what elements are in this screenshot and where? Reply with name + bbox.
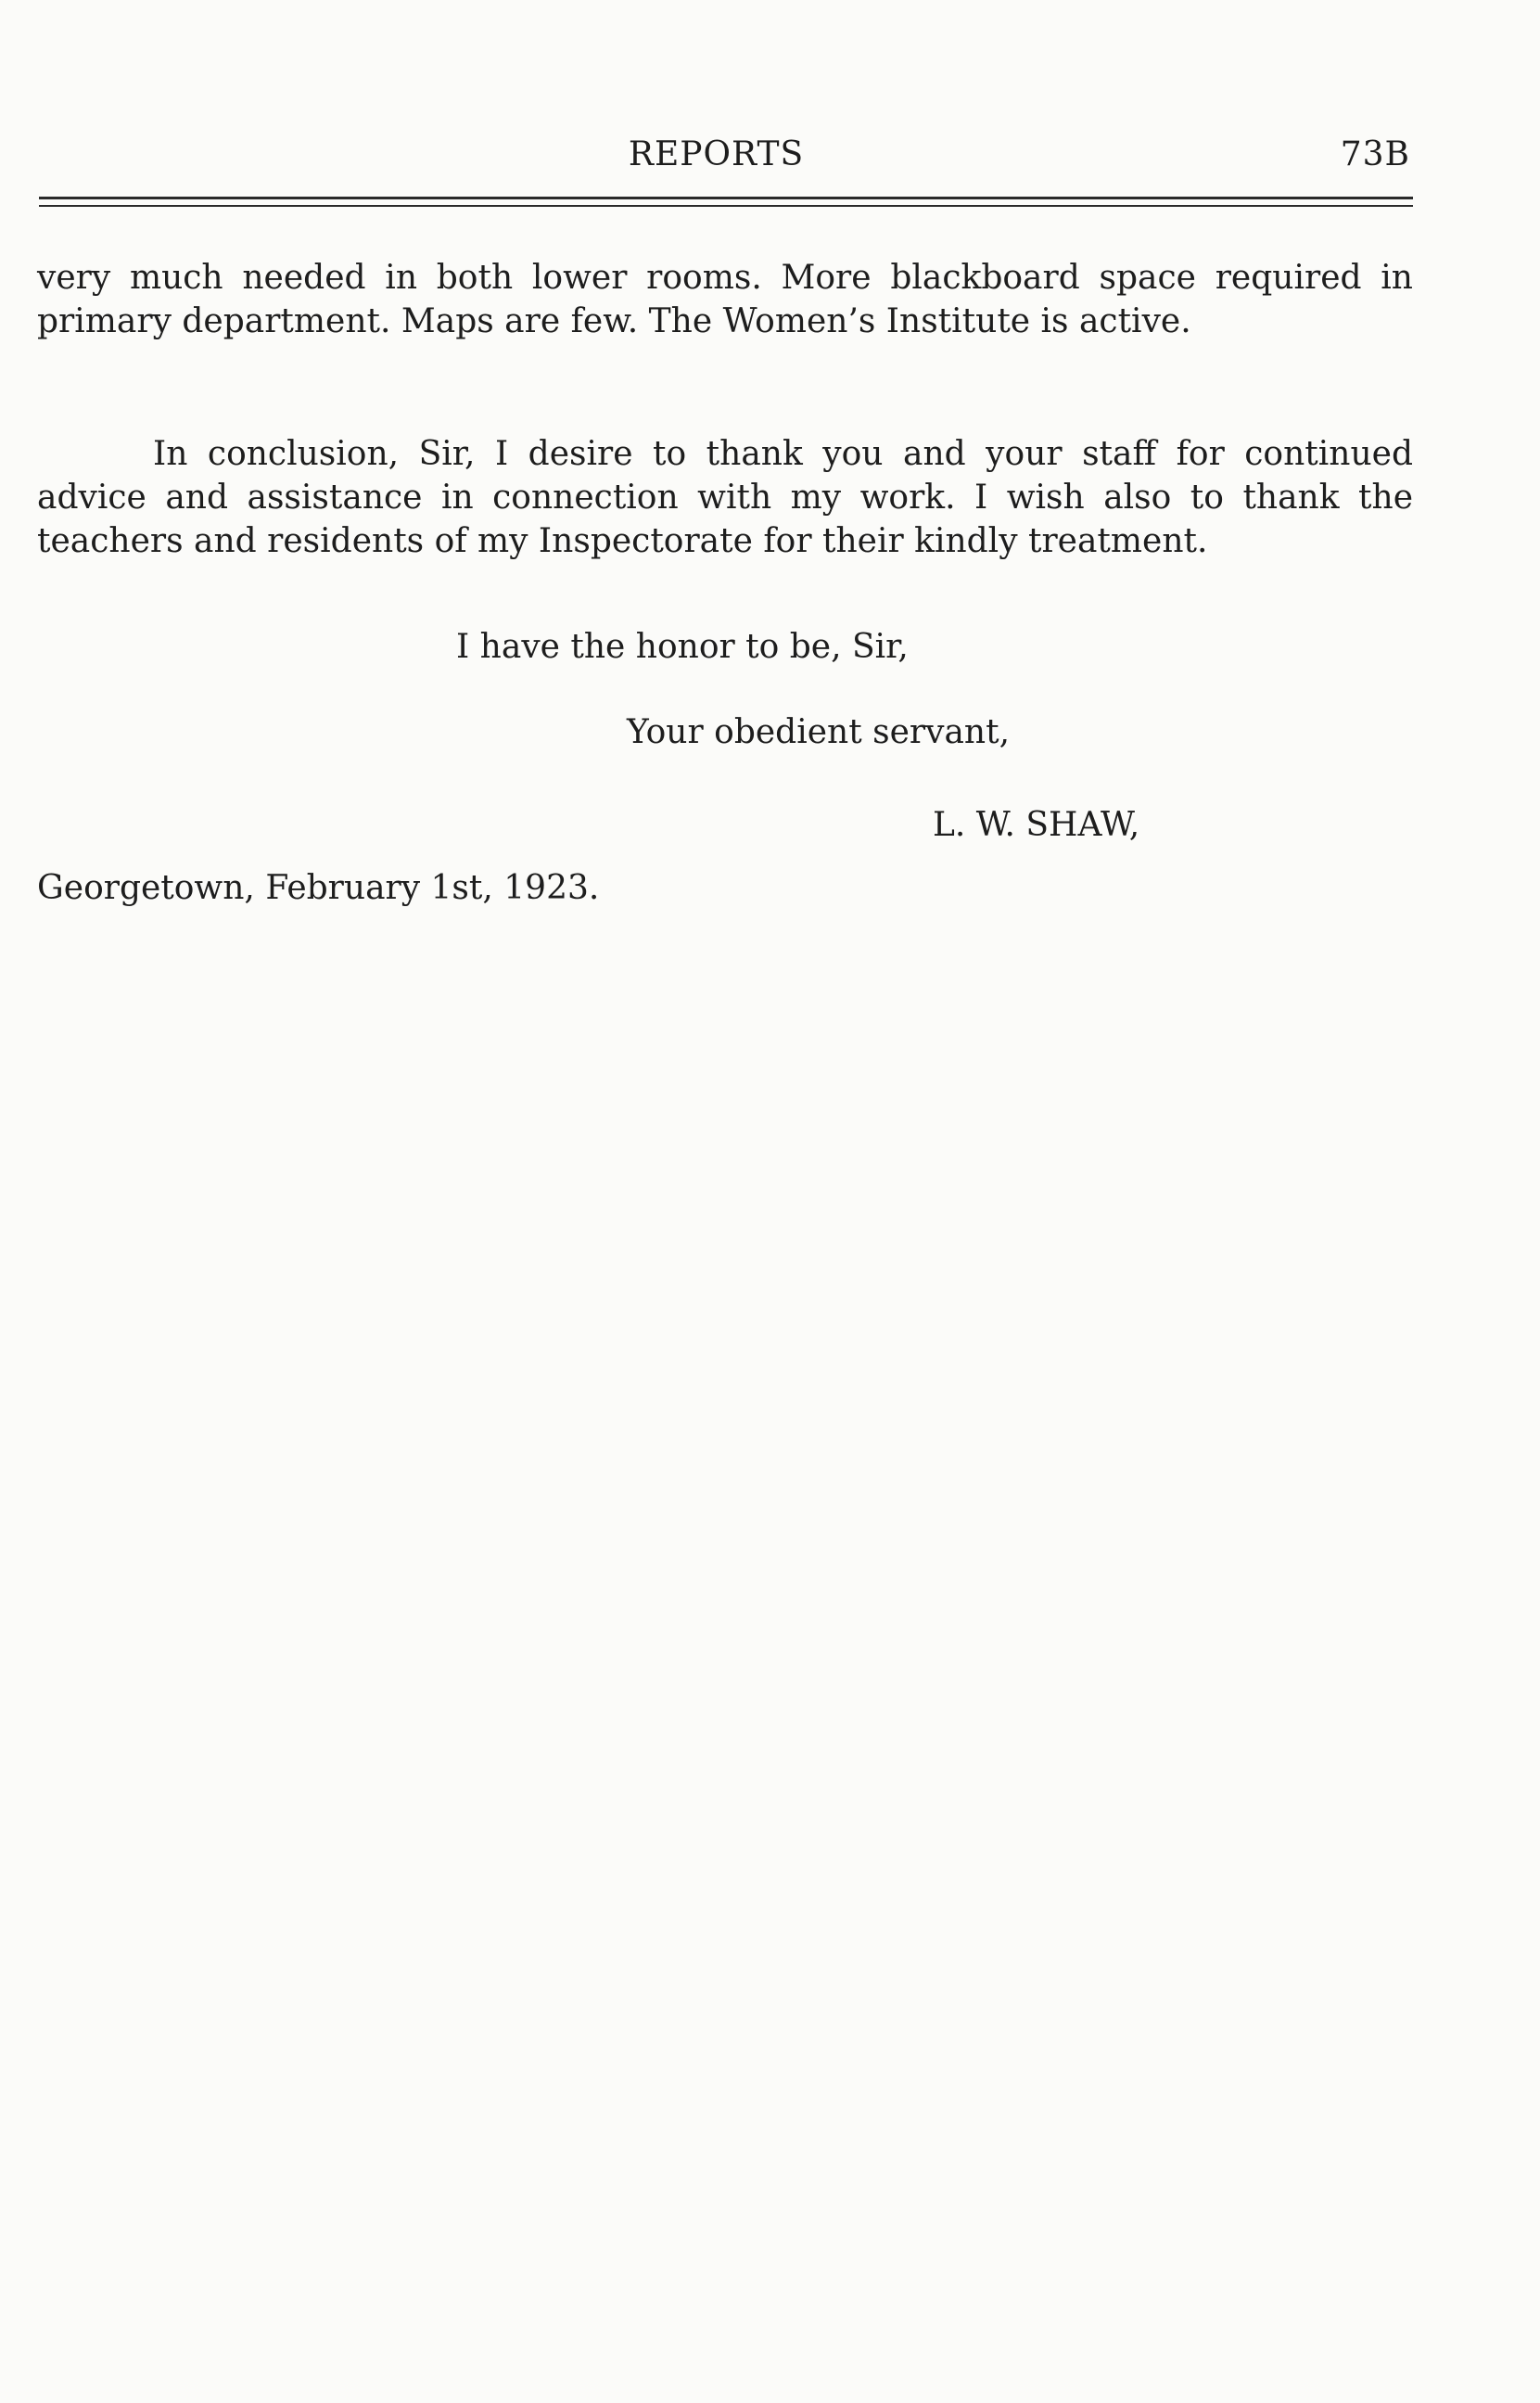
signature: L. W. SHAW,: [933, 806, 1140, 844]
closing-honor-line: I have the honor to be, Sir,: [456, 628, 909, 666]
running-title: REPORTS: [628, 135, 805, 173]
body-paragraph-conclusion: In conclusion, Sir, I desire to thank you and your staff for continued advice and assistance in connection with my work. I wish also to thank the teachers and residents of my Inspectorate for their kindly treatment.: [37, 435, 1413, 560]
header-rule-bottom: [39, 205, 1413, 207]
body-paragraph-continued: very much needed in both lower rooms. More blackboard space required in primary department. Maps are few. The Women’s Institute is active.: [37, 259, 1413, 340]
header-rule-top: [39, 197, 1413, 199]
running-header: [0, 135, 1540, 182]
page-number: 73B: [1340, 135, 1410, 173]
dateline: Georgetown, February 1st, 1923.: [37, 869, 600, 907]
closing-servant-line: Your obedient servant,: [627, 713, 1011, 751]
